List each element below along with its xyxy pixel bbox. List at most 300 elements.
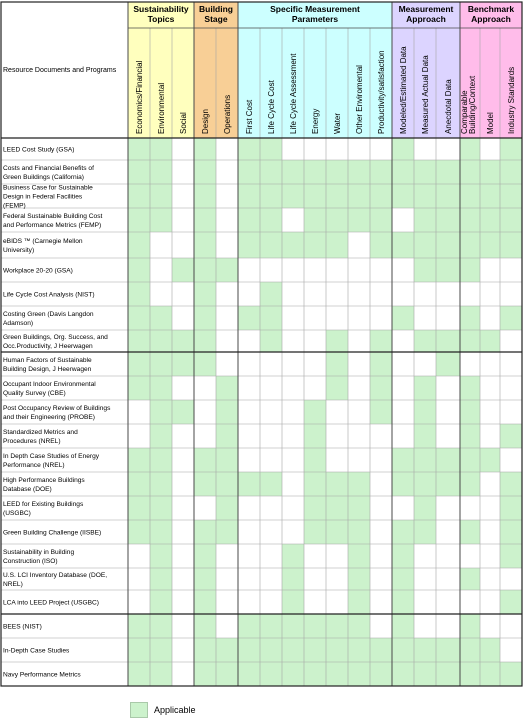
matrix-cell <box>150 258 172 282</box>
matrix-cell <box>128 662 150 686</box>
matrix-cell <box>260 638 282 662</box>
legend-label: Applicable <box>154 705 196 715</box>
matrix-cell <box>238 472 260 496</box>
matrix-cell <box>500 184 522 208</box>
matrix-cell <box>128 614 150 638</box>
matrix-cell <box>194 184 216 208</box>
matrix-cell <box>392 138 414 160</box>
matrix-cell <box>260 184 282 208</box>
row-label: Occupant Indoor Environmental Quality Survey (CBE) <box>3 381 96 397</box>
matrix-cell <box>392 496 414 520</box>
matrix-cell <box>216 330 238 352</box>
matrix-cell <box>370 448 392 472</box>
matrix-cell <box>326 614 348 638</box>
matrix-cell <box>414 520 436 544</box>
matrix-cell <box>348 400 370 424</box>
matrix-cell <box>128 306 150 330</box>
matrix-cell <box>282 424 304 448</box>
row-label: High Performance Buildings Database (DOE) <box>3 477 85 493</box>
column-header-label: Comparable <box>460 90 469 134</box>
matrix-cell <box>460 614 480 638</box>
matrix-cell <box>216 472 238 496</box>
matrix-cell <box>326 258 348 282</box>
matrix-cell <box>436 638 460 662</box>
matrix-cell <box>128 520 150 544</box>
matrix-cell <box>128 138 150 160</box>
row-label: BEES (NIST) <box>3 623 42 631</box>
matrix-cell <box>460 160 480 184</box>
matrix-cell <box>172 638 194 662</box>
matrix-cell <box>392 544 414 568</box>
matrix-cell <box>304 662 326 686</box>
matrix-cell <box>480 376 500 400</box>
matrix-cell <box>150 638 172 662</box>
matrix-cell <box>480 400 500 424</box>
matrix-cell <box>194 568 216 590</box>
matrix-cell <box>216 424 238 448</box>
matrix-cell <box>194 520 216 544</box>
matrix-cell <box>150 496 172 520</box>
matrix-cell <box>194 590 216 614</box>
matrix-cell <box>326 208 348 232</box>
matrix-cell <box>436 138 460 160</box>
matrix-cell <box>194 330 216 352</box>
matrix-cell <box>216 184 238 208</box>
matrix-cell <box>128 282 150 306</box>
matrix-cell <box>480 258 500 282</box>
matrix-cell <box>480 590 500 614</box>
matrix-cell <box>326 496 348 520</box>
matrix-cell <box>238 400 260 424</box>
matrix-cell <box>282 448 304 472</box>
matrix-cell <box>370 544 392 568</box>
matrix-cell <box>304 330 326 352</box>
matrix-cell <box>370 590 392 614</box>
matrix-cell <box>370 400 392 424</box>
matrix-cell <box>260 330 282 352</box>
matrix-cell <box>460 306 480 330</box>
row-label: Costs and Financial Benefits of Green Buildings (California) <box>3 165 94 181</box>
matrix-cell <box>172 258 194 282</box>
matrix-cell <box>392 662 414 686</box>
matrix-cell <box>238 330 260 352</box>
matrix-cell <box>194 232 216 258</box>
matrix-cell <box>150 400 172 424</box>
matrix-cell <box>172 208 194 232</box>
matrix-cell <box>282 184 304 208</box>
matrix-cell <box>282 330 304 352</box>
matrix-cell <box>216 400 238 424</box>
matrix-cell <box>348 520 370 544</box>
matrix-cell <box>436 520 460 544</box>
matrix-cell <box>238 662 260 686</box>
matrix-cell <box>282 160 304 184</box>
matrix-cell <box>216 282 238 306</box>
matrix-cell <box>238 614 260 638</box>
matrix-cell <box>480 232 500 258</box>
matrix-cell <box>194 160 216 184</box>
matrix-cell <box>260 472 282 496</box>
row-label: LEED for Existing Buildings (USGBC) <box>3 501 84 517</box>
matrix-cell <box>480 544 500 568</box>
matrix-cell <box>172 590 194 614</box>
matrix-cell <box>260 232 282 258</box>
matrix-cell <box>460 472 480 496</box>
matrix-cell <box>500 258 522 282</box>
matrix-cell <box>238 232 260 258</box>
matrix-cell <box>436 330 460 352</box>
matrix-cell <box>326 400 348 424</box>
matrix-cell <box>326 184 348 208</box>
matrix-cell <box>480 352 500 376</box>
matrix-cell <box>436 258 460 282</box>
row-label: Post Occupancy Review of Buildings and their Engineering (PROBE) <box>3 405 111 421</box>
matrix-cell <box>480 448 500 472</box>
matrix-cell <box>436 590 460 614</box>
matrix-cell <box>128 184 150 208</box>
matrix-cell <box>460 330 480 352</box>
column-header-label: Energy <box>311 108 320 134</box>
matrix-cell <box>128 160 150 184</box>
matrix-cell <box>500 568 522 590</box>
matrix-cell <box>348 282 370 306</box>
matrix-cell <box>304 208 326 232</box>
matrix-cell <box>460 448 480 472</box>
group-header-label: Building Stage <box>199 4 233 24</box>
matrix-cell <box>326 160 348 184</box>
matrix-cell <box>414 496 436 520</box>
row-label: In-Depth Case Studies <box>3 647 70 655</box>
matrix-cell <box>348 496 370 520</box>
matrix-cell <box>500 662 522 686</box>
column-header-label: Design <box>201 109 210 134</box>
matrix-cell <box>282 568 304 590</box>
matrix-cell <box>194 258 216 282</box>
matrix-cell <box>392 160 414 184</box>
matrix-cell <box>414 138 436 160</box>
matrix-cell <box>304 448 326 472</box>
matrix-cell <box>216 352 238 376</box>
row-label: U.S. LCI Inventory Database (DOE, NREL) <box>3 572 108 588</box>
matrix-cell <box>348 184 370 208</box>
matrix-cell <box>282 306 304 330</box>
matrix-cell <box>326 330 348 352</box>
matrix-cell <box>238 352 260 376</box>
column-header-label: First Cost <box>245 99 254 134</box>
matrix-cell <box>128 208 150 232</box>
matrix-cell <box>260 614 282 638</box>
matrix-cell <box>172 544 194 568</box>
matrix-cell <box>348 138 370 160</box>
matrix-cell <box>216 496 238 520</box>
matrix-cell <box>348 544 370 568</box>
column-header-label: Social <box>179 112 188 134</box>
matrix-cell <box>216 568 238 590</box>
matrix-cell <box>304 472 326 496</box>
matrix-cell <box>128 568 150 590</box>
matrix-cell <box>194 208 216 232</box>
matrix-cell <box>480 520 500 544</box>
matrix-cell <box>436 568 460 590</box>
matrix-cell <box>282 544 304 568</box>
matrix-cell <box>348 232 370 258</box>
matrix-cell <box>282 232 304 258</box>
matrix-cell <box>260 352 282 376</box>
matrix-cell <box>414 306 436 330</box>
matrix-cell <box>150 282 172 306</box>
matrix-cell <box>500 520 522 544</box>
matrix-cell <box>500 614 522 638</box>
matrix-cell <box>172 520 194 544</box>
matrix-cell <box>150 138 172 160</box>
matrix-cell <box>260 282 282 306</box>
matrix-cell <box>436 352 460 376</box>
matrix-cell <box>392 352 414 376</box>
matrix-cell <box>480 138 500 160</box>
matrix-cell <box>348 330 370 352</box>
matrix-cell <box>392 376 414 400</box>
matrix-cell <box>500 232 522 258</box>
matrix-cell <box>414 400 436 424</box>
matrix-cell <box>216 662 238 686</box>
matrix-cell <box>172 662 194 686</box>
matrix-cell <box>414 614 436 638</box>
matrix-cell <box>326 662 348 686</box>
column-header-label: Environmental <box>157 82 166 134</box>
matrix-cell <box>128 330 150 352</box>
matrix-cell <box>260 448 282 472</box>
matrix-cell <box>128 472 150 496</box>
group-header-label: Specific Measurement Parameters <box>270 4 360 24</box>
matrix-cell <box>326 638 348 662</box>
matrix-cell <box>480 472 500 496</box>
matrix-cell <box>370 424 392 448</box>
matrix-cell <box>260 568 282 590</box>
matrix-cell <box>172 184 194 208</box>
column-header-label: Water <box>333 112 342 134</box>
matrix-cell <box>194 352 216 376</box>
matrix-cell <box>282 376 304 400</box>
matrix-cell <box>392 520 414 544</box>
matrix-cell <box>436 424 460 448</box>
matrix-cell <box>436 614 460 638</box>
matrix-cell <box>460 638 480 662</box>
row-label: LCA into LEED Project (USGBC) <box>3 599 100 607</box>
matrix-cell <box>392 400 414 424</box>
row-label: Standardized Metrics and Procedures (NREL) <box>3 429 78 445</box>
matrix-cell <box>460 258 480 282</box>
matrix-cell <box>460 662 480 686</box>
matrix-cell <box>436 376 460 400</box>
matrix-cell <box>282 638 304 662</box>
matrix-cell <box>260 306 282 330</box>
matrix-cell <box>392 614 414 638</box>
matrix-cell <box>414 282 436 306</box>
matrix-cell <box>436 496 460 520</box>
matrix-cell <box>500 544 522 568</box>
matrix-cell <box>460 520 480 544</box>
legend-swatch-applicable <box>130 702 148 718</box>
matrix-cell <box>282 282 304 306</box>
matrix-cell <box>172 138 194 160</box>
matrix-cell <box>326 544 348 568</box>
matrix-cell <box>128 258 150 282</box>
row-label: Human Factors of Sustainable Building Design, J Heerwagen <box>3 357 92 373</box>
column-header-label: Productivity/satisfaction <box>377 50 386 134</box>
matrix-cell <box>326 520 348 544</box>
matrix-cell <box>150 208 172 232</box>
matrix-cell <box>260 496 282 520</box>
matrix-cell <box>480 614 500 638</box>
column-header-label: Life Cycle Cost <box>267 80 276 134</box>
matrix-cell <box>282 472 304 496</box>
matrix-cell <box>260 258 282 282</box>
matrix-cell <box>194 306 216 330</box>
matrix-cell <box>238 496 260 520</box>
matrix-cell <box>392 568 414 590</box>
matrix-cell <box>304 352 326 376</box>
matrix-cell <box>348 424 370 448</box>
matrix-cell <box>150 472 172 496</box>
matrix-cell <box>370 184 392 208</box>
matrix-cell <box>304 614 326 638</box>
row-label: Workplace 20-20 (GSA) <box>3 267 73 275</box>
matrix-cell <box>194 448 216 472</box>
matrix-cell <box>282 400 304 424</box>
matrix-cell <box>370 138 392 160</box>
matrix-cell <box>436 448 460 472</box>
matrix-cell <box>500 472 522 496</box>
matrix-cell <box>216 376 238 400</box>
matrix-cell <box>500 208 522 232</box>
matrix-cell <box>480 330 500 352</box>
matrix-cell <box>370 614 392 638</box>
matrix-cell <box>260 590 282 614</box>
matrix-cell <box>304 590 326 614</box>
matrix-cell <box>500 638 522 662</box>
matrix-cell <box>460 496 480 520</box>
matrix-cell <box>370 662 392 686</box>
matrix-cell <box>480 568 500 590</box>
matrix-cell <box>172 568 194 590</box>
matrix-cell <box>238 138 260 160</box>
matrix-cell <box>500 424 522 448</box>
matrix-cell <box>238 282 260 306</box>
matrix-cell <box>348 376 370 400</box>
matrix-cell <box>150 232 172 258</box>
group-header-label: Measurement Approach <box>398 4 454 24</box>
column-header-label: Operations <box>223 94 232 134</box>
matrix-cell <box>436 184 460 208</box>
matrix-cell <box>304 258 326 282</box>
matrix-cell <box>304 520 326 544</box>
matrix-cell <box>414 208 436 232</box>
matrix-cell <box>150 614 172 638</box>
matrix-cell <box>194 282 216 306</box>
matrix-cell <box>460 282 480 306</box>
matrix-cell <box>480 638 500 662</box>
row-header-label: Resource Documents and Programs <box>3 67 117 74</box>
matrix-cell <box>326 472 348 496</box>
matrix-cell <box>238 520 260 544</box>
matrix-cell <box>392 638 414 662</box>
matrix-cell <box>304 232 326 258</box>
matrix-cell <box>194 138 216 160</box>
matrix-cell <box>282 520 304 544</box>
matrix-cell <box>282 352 304 376</box>
matrix-cell <box>150 184 172 208</box>
matrix-cell <box>128 544 150 568</box>
matrix-cell <box>172 472 194 496</box>
row-label: In Depth Case Studies of Energy Performance (NREL) <box>3 453 100 469</box>
matrix-cell <box>500 138 522 160</box>
matrix-cell <box>436 544 460 568</box>
matrix-cell <box>282 614 304 638</box>
matrix-cell <box>370 472 392 496</box>
matrix-cell <box>500 160 522 184</box>
matrix-cell <box>304 306 326 330</box>
matrix-cell <box>260 424 282 448</box>
matrix-cell <box>194 376 216 400</box>
matrix-cell <box>172 306 194 330</box>
matrix-cell <box>392 282 414 306</box>
matrix-cell <box>460 232 480 258</box>
matrix-cell <box>304 638 326 662</box>
matrix-cell <box>348 352 370 376</box>
matrix-cell <box>326 282 348 306</box>
matrix-cell <box>216 208 238 232</box>
matrix-cell <box>326 424 348 448</box>
matrix-cell <box>238 376 260 400</box>
matrix-cell <box>460 424 480 448</box>
matrix-cell <box>128 232 150 258</box>
matrix-cell <box>326 590 348 614</box>
matrix-cell <box>370 376 392 400</box>
matrix-cell <box>392 590 414 614</box>
row-label: Costing Green (Davis Langdon Adamson) <box>3 311 94 327</box>
matrix-cell <box>172 282 194 306</box>
row-label: Life Cycle Cost Analysis (NIST) <box>3 291 95 299</box>
column-header-label: Economics/Financial <box>135 60 144 134</box>
matrix-cell <box>282 258 304 282</box>
matrix-cell <box>392 208 414 232</box>
matrix-cell <box>414 544 436 568</box>
matrix-cell <box>238 208 260 232</box>
row-label: Federal Sustainable Building Cost and Performance Metrics (FEMP) <box>3 213 103 229</box>
matrix-cell <box>172 424 194 448</box>
column-header-label: Other Enviromental <box>355 65 364 134</box>
matrix-cell <box>128 496 150 520</box>
matrix-cell <box>436 282 460 306</box>
matrix-cell <box>172 496 194 520</box>
column-header-label: Anecdotal Data <box>444 79 453 134</box>
matrix-cell <box>216 258 238 282</box>
matrix-cell <box>392 424 414 448</box>
matrix-cell <box>326 232 348 258</box>
matrix-cell <box>304 544 326 568</box>
matrix-cell <box>414 568 436 590</box>
matrix-cell <box>436 472 460 496</box>
matrix-cell <box>150 568 172 590</box>
matrix-cell <box>194 496 216 520</box>
row-label: Green Building Challenge (IISBE) <box>3 529 102 537</box>
matrix-cell <box>172 232 194 258</box>
matrix-cell <box>216 638 238 662</box>
matrix-cell <box>348 160 370 184</box>
matrix-cell <box>304 496 326 520</box>
matrix-cell <box>260 160 282 184</box>
matrix-cell <box>436 400 460 424</box>
